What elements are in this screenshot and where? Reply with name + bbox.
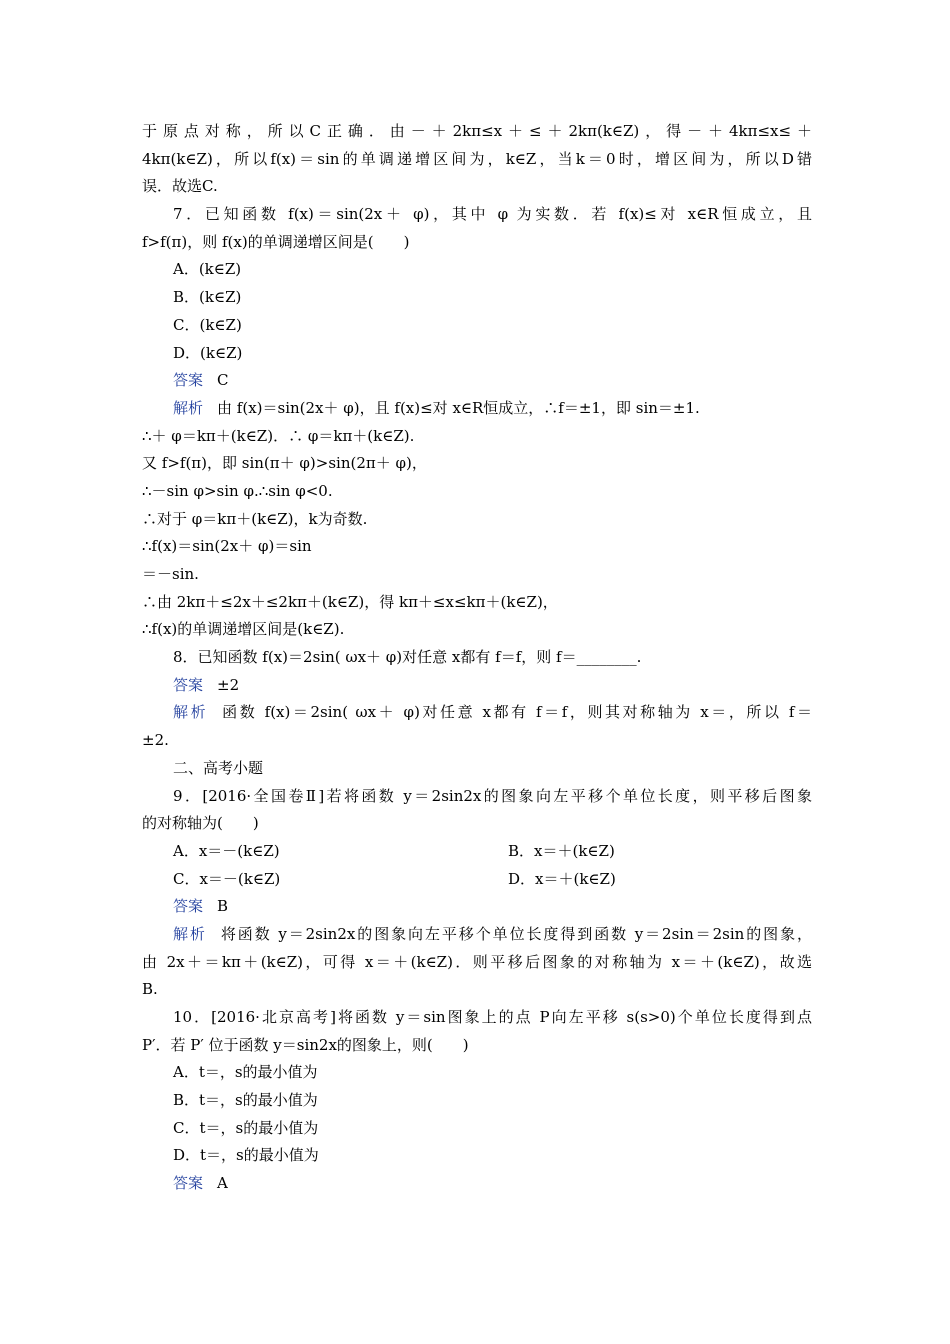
q9-option-a: A．x＝－(k∈Z) xyxy=(173,841,280,860)
q8-stem: 8．已知函数 f(x)＝2sin( ωx＋ φ)对任意 x都有 f＝f，则 f＝________. xyxy=(173,648,642,667)
q10-answer xyxy=(142,1170,812,1198)
q7-option-a: A．(k∈Z) xyxy=(173,260,242,279)
q10-stem-line-1: 10．[2016·北京高考]将函数 y＝sin图象上的点 P向左平移 s(s>0)个单位长度得到点 xyxy=(173,1008,812,1026)
intro-line-3: 误．故选C. xyxy=(142,177,218,196)
q10-option-c: C．t＝，s的最小值为 xyxy=(173,1118,319,1137)
section-heading: 二、高考小题 xyxy=(173,758,264,777)
answer-value: ±2 xyxy=(217,675,240,694)
q10-option-b: B．t＝，s的最小值为 xyxy=(173,1091,318,1110)
q7-answer xyxy=(142,367,812,395)
q7-sol-line: ∴由 2kπ＋≤2x＋≤2kπ＋(k∈Z)，得 kπ＋≤x≤kπ＋(k∈Z)， xyxy=(142,592,558,611)
analysis-text: 由 f(x)＝sin(2x＋ φ)，且 f(x)≤对 x∈R恒成立，∴f＝±1，即 sin＝±1. xyxy=(217,398,700,417)
q7-option-b: B．(k∈Z) xyxy=(173,288,242,307)
q7-sol-line: ∴对于 φ＝kπ＋(k∈Z)，k为奇数. xyxy=(142,509,368,528)
answer-value: C xyxy=(217,371,229,390)
q9-answer xyxy=(142,893,812,921)
q7-sol-line: 又 f>f(π)，即 sin(π＋ φ)>sin(2π＋ φ)， xyxy=(142,454,427,473)
q7-sol-line: ∴＋ φ＝kπ＋(k∈Z)．∴ φ＝kπ＋(k∈Z). xyxy=(142,426,415,445)
q9-options-row-1 xyxy=(142,838,812,866)
q7-option-c: C．(k∈Z) xyxy=(173,315,242,334)
q9-sol-line: 由 2x＋＝kπ＋(k∈Z)，可得 x＝＋(k∈Z)．则平移后图象的对称轴为 x＝＋(k∈Z)，故选 xyxy=(142,952,812,971)
q9-stem-line-1: 9．[2016·全国卷Ⅱ]若将函数 y＝2sin2x的图象向左平移个单位长度，则平移后图象 xyxy=(173,786,812,805)
q7-stem-line-1: 7．已知函数 f(x)＝sin(2x＋ φ)，其中 φ 为实数．若 f(x)≤对 x∈R恒成立，且 xyxy=(173,205,812,224)
q7-sol-line: ∴f(x)的单调递增区间是(k∈Z). xyxy=(142,620,345,639)
q9-analysis xyxy=(142,921,812,949)
analysis-text: 将函数 y＝2sin2x的图象向左平移个单位长度得到函数 y＝2sin＝2sin的图象， xyxy=(220,924,812,943)
q7-sol-line: ＝－sin. xyxy=(142,565,199,583)
q9-options-row-2 xyxy=(142,866,812,894)
q7-sol-line: ∴－sin φ>sin φ.∴sin φ<0. xyxy=(142,481,333,500)
q9-stem-line-2: 的对称轴为( ) xyxy=(142,814,259,833)
analysis-label: 解析 xyxy=(173,703,209,722)
analysis-text: 函数 f(x)＝2sin( ωx＋ φ)对任意 x都有 f＝f，则其对称轴为 x＝，所以 f＝ xyxy=(222,703,812,722)
intro-line-2: 4kπ(k∈Z)，所以f(x)＝sin的单调递增区间为，k∈Z，当k＝0时，增区间为，所以D错 xyxy=(142,149,812,168)
q7-option-d: D．(k∈Z) xyxy=(173,343,243,362)
answer-value: B xyxy=(217,897,229,916)
answer-label: 答案 xyxy=(173,675,204,694)
answer-label: 答案 xyxy=(173,897,204,916)
answer-label: 答案 xyxy=(173,1174,204,1193)
analysis-label: 解析 xyxy=(173,924,207,943)
q8-answer xyxy=(142,672,812,700)
q10-option-a: A．t＝，s的最小值为 xyxy=(173,1063,318,1082)
intro-line-1: 于原点对称，所以C正确．由－＋2kπ≤x＋≤＋2kπ(k∈Z)，得－＋4kπ≤x≤＋ xyxy=(142,122,812,140)
analysis-label: 解析 xyxy=(173,398,204,417)
q7-stem-line-2: f>f(π)，则 f(x)的单调递增区间是( ) xyxy=(142,232,410,251)
q9-sol-line: B. xyxy=(142,980,158,999)
q8-sol-line: ±2. xyxy=(142,731,169,750)
q9-option-b: B．x＝＋(k∈Z) xyxy=(508,841,615,860)
q10-stem-line-2: P′．若 P′ 位于函数 y＝sin2x的图象上，则( ) xyxy=(142,1035,469,1054)
q9-option-c: C．x＝－(k∈Z) xyxy=(173,869,281,888)
q7-analysis xyxy=(142,395,812,423)
q8-analysis xyxy=(142,699,812,727)
answer-value: A xyxy=(217,1174,228,1193)
q7-sol-line: ∴f(x)＝sin(2x＋ φ)＝sin xyxy=(142,537,312,556)
answer-label: 答案 xyxy=(173,371,204,390)
q9-option-d: D．x＝＋(k∈Z) xyxy=(508,869,616,888)
q10-option-d: D．t＝，s的最小值为 xyxy=(173,1146,319,1165)
